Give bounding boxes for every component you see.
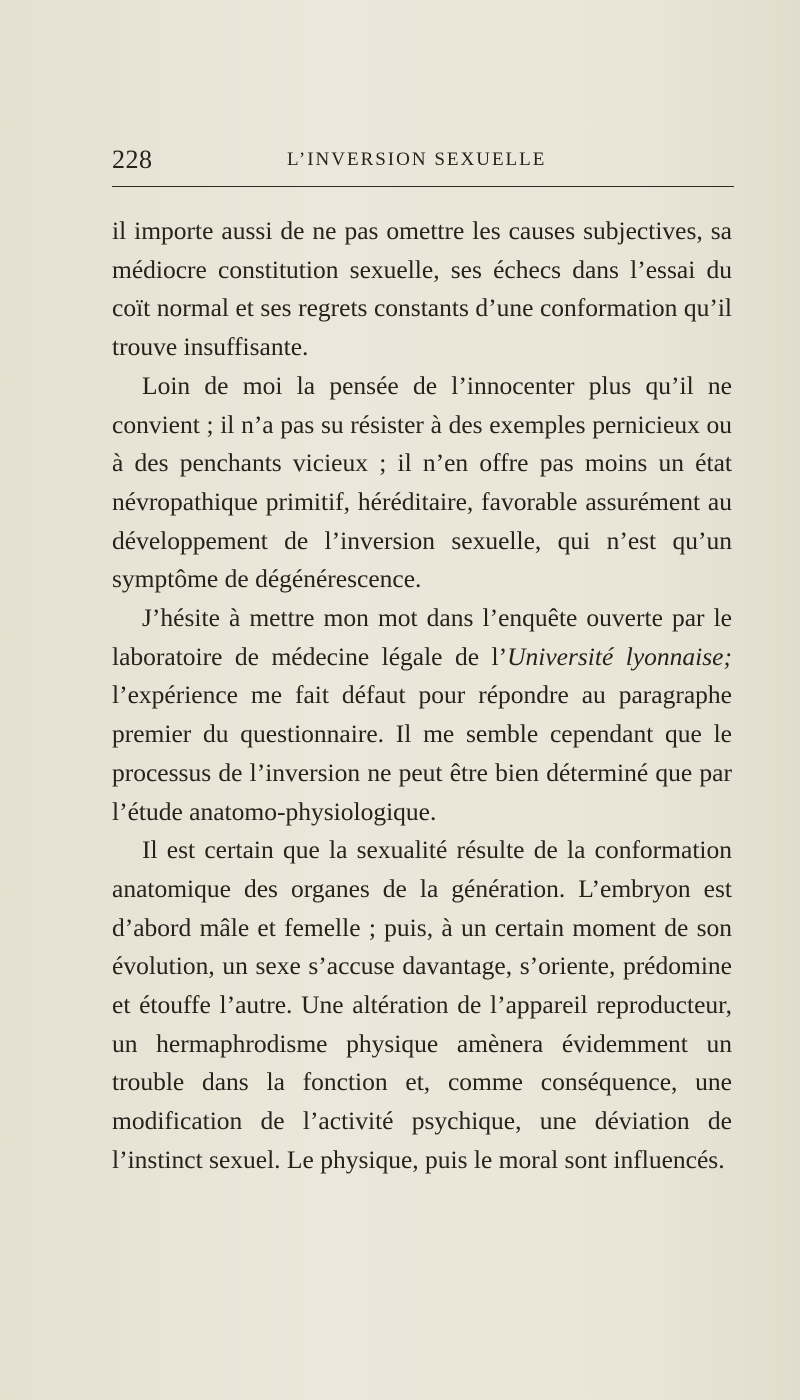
header-rule (112, 186, 734, 187)
paragraph-text: J’hésite à mettre mon mot dans l’enquête ouverte par le laboratoire de médecine légale de l’ (112, 603, 732, 671)
paragraph: Loin de moi la pensée de l’innocenter plus qu’il ne convient ; il n’a pas su résister à des exemples pernicieux ou à des penchants vicieux ; il n’en offre pas moins un état névropathique primitif, héréditaire, favorable assurément au développement de l’inversion sexuelle, qui n’est qu’un symptôme de dégénérescence. (112, 370, 732, 594)
italic-text: Université lyonnaise; (507, 641, 732, 671)
page-header (112, 145, 732, 185)
body-text (112, 212, 732, 1180)
page-number: 228 (112, 145, 153, 174)
running-title: L’INVERSION SEXUELLE (287, 149, 547, 170)
paragraph-text: l’expérience me fait défaut pour répondre au paragraphe premier du questionnaire. Il me semble cependant que le processus de l’inversion ne peut être bien déterminé que par l’étude anatomo-physiologique. (112, 680, 732, 826)
paragraph (112, 599, 732, 831)
paragraph-continuation: il importe aussi de ne pas omettre les causes subjectives, sa médiocre constitution sexuelle, ses échecs dans l’essai du coït normal et ses regrets constants d’une conformation qu’il trouve insuffisante. (112, 216, 732, 362)
paragraph: Il est certain que la sexualité résulte de la conformation anatomique des organes de la génération. L’embryon est d’abord mâle et femelle ; puis, à un certain moment de son évolution, un sexe s’accuse davantage, s’oriente, prédomine et étouffe l’autre. Une altération de l’appareil reproducteur, un hermaphrodisme physique amènera évidemment un trouble dans la fonction et, comme conséquence, une modification de l’activité psychique, une déviation de l’instinct sexuel. Le physique, puis le moral sont influencés. (112, 835, 732, 1174)
